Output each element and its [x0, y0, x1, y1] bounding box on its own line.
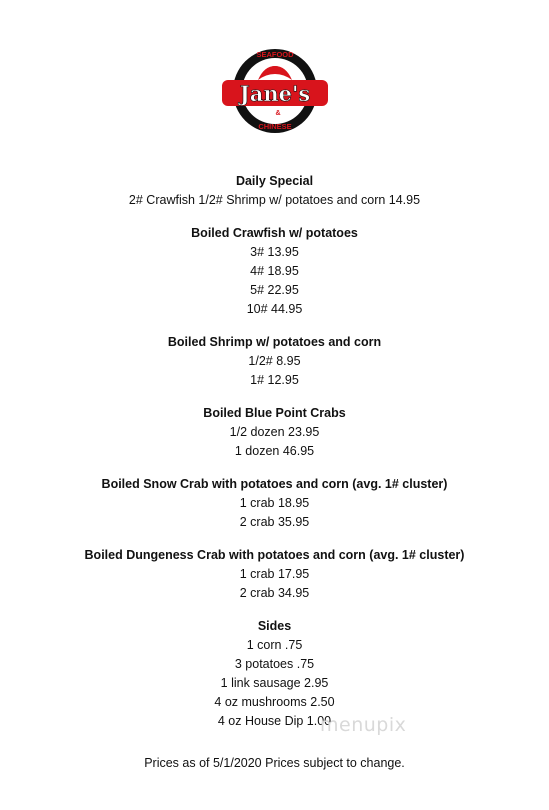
menu-section-blue-point-crabs: [0, 404, 549, 461]
menu-item: 1 crab 18.95: [239, 496, 310, 510]
menu-item: 1 crab 17.95: [239, 567, 310, 581]
menu-item: 1/2# 8.95: [248, 354, 301, 368]
logo-top-text: SEAFOOD: [256, 50, 294, 59]
menu-content: [0, 172, 549, 731]
menu-section-boiled-crawfish: [0, 224, 549, 319]
janes-logo: [220, 44, 330, 136]
menu-item: 1# 12.95: [250, 373, 299, 387]
menu-item: 4# 18.95: [250, 264, 299, 278]
menu-item: 1 corn .75: [246, 638, 303, 652]
menu-item: 10# 44.95: [246, 302, 303, 316]
menu-item: 5# 22.95: [250, 283, 299, 297]
logo-amp-text: &: [275, 110, 281, 117]
menu-item: 1 link sausage 2.95: [220, 676, 329, 690]
menu-item: 1 dozen 46.95: [234, 444, 315, 458]
section-title: Boiled Shrimp w/ potatoes and corn: [167, 335, 382, 349]
menu-item: 4 oz House Dip 1.00: [217, 714, 332, 728]
menu-item: 1/2 dozen 23.95: [229, 425, 320, 439]
menu-section-daily-special: [0, 172, 549, 210]
menu-section-dungeness-crab: [0, 546, 549, 603]
menu-item: 3 potatoes .75: [234, 657, 315, 671]
logo-bottom-text: CHINESE: [258, 122, 292, 131]
section-title: Daily Special: [235, 174, 314, 188]
menupix-watermark: menupix: [320, 714, 407, 736]
price-notice: Prices as of 5/1/2020 Prices subject to change.: [144, 756, 405, 770]
menu-item: 2 crab 34.95: [239, 586, 310, 600]
section-title: Boiled Crawfish w/ potatoes: [191, 226, 358, 240]
section-title: Boiled Blue Point Crabs: [203, 406, 346, 420]
menu-section-boiled-shrimp: [0, 333, 549, 390]
section-title: Boiled Snow Crab with potatoes and corn (avg. 1# cluster): [101, 477, 448, 491]
section-title: Boiled Dungeness Crab with potatoes and corn (avg. 1# cluster): [84, 548, 465, 562]
logo-brand-text: Jane's: [239, 81, 311, 106]
menu-item: 3# 13.95: [250, 245, 299, 259]
menu-item: 2 crab 35.95: [239, 515, 310, 529]
menu-section-sides: [0, 617, 549, 731]
section-title: Sides: [257, 619, 292, 633]
menu-item: 2# Crawfish 1/2# Shrimp w/ potatoes and corn 14.95: [128, 193, 421, 207]
menu-item: 4 oz mushrooms 2.50: [214, 695, 335, 709]
menu-section-snow-crab: [0, 475, 549, 532]
